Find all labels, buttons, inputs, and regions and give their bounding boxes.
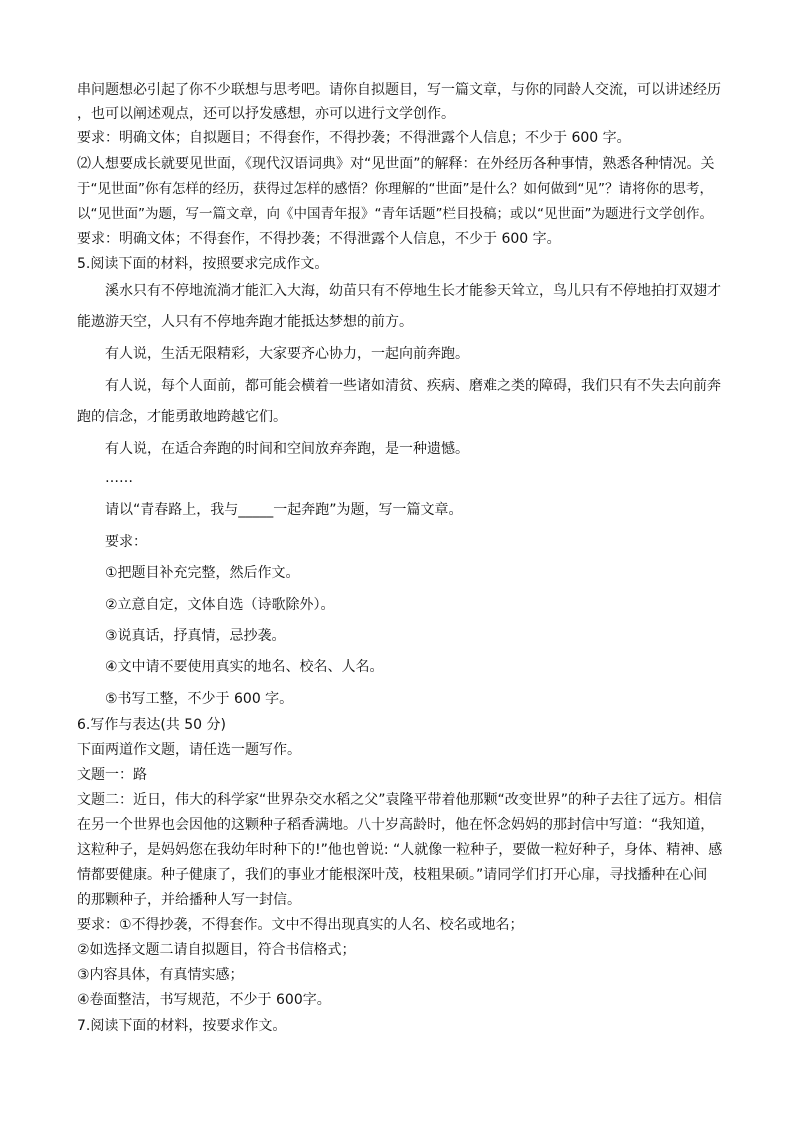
text-line: 要求：①不得抄袭，不得套作。文中不得出现真实的人名、校名或地名； (77, 917, 524, 933)
text-line: 这粒种子，是妈妈您在我幼年时种下的!”他也曾说: “人就像一粒种子，要做一粒好种子，身体、精神、感 (77, 842, 723, 858)
text-line: 在另一个世界也会因他的这颗种子稻香满地。八十岁高龄时，他在怀念妈妈的那封信中写道：“我知道， (77, 817, 715, 833)
text-line: 请以“青春路上，我与_____一起奔跑”为题，写一篇文章。 (105, 502, 463, 518)
text-line: 以“见世面”为题，写一篇文章，向《中国青年报》“青年话题”栏目投稿；或以“见世面”为题进行文学创作。 (77, 206, 713, 222)
text-line: 有人说，每个人面前，都可能会横着一些诸如清贫、疾病、磨难之类的障碍，我们只有不失去向前奔 (105, 378, 721, 394)
text-line: 串问题想必引起了你不少联想与思考吧。请你自拟题目，写一篇文章，与你的同龄人交流，可以讲述经历 (77, 82, 721, 98)
text-line: 跑的信念，才能勇敢地跨越它们。 (77, 409, 287, 425)
text-line: 文题一：路 (77, 767, 147, 783)
text-line: 7.阅读下面的材料，按要求作文。 (77, 1018, 287, 1034)
text-line: 5.阅读下面的材料，按照要求完成作文。 (77, 256, 329, 272)
text-line: 的那颗种子，并给播种人写一封信。 (77, 892, 301, 908)
text-line: ②如选择文题二请自拟题目，符合书信格式； (77, 942, 356, 958)
text-line: 要求： (105, 534, 147, 550)
text-line: ⑤书写工整，不少于 600 字。 (105, 691, 294, 707)
text-line: …… (105, 470, 133, 486)
text-line: ③内容具体，有真情实感； (77, 967, 244, 983)
text-line: 要求：明确文体；不得套作，不得抄袭；不得泄露个人信息，不少于 600 字。 (77, 231, 561, 247)
text-line: 有人说，在适合奔跑的时间和空间放弃奔跑，是一种遗憾。 (105, 441, 469, 457)
text-line: 情都要健康。种子健康了，我们的事业才能根深叶茂，枝粗果硕。”请同学们打开心扉，寻找播种在心间 (77, 867, 708, 883)
text-line: 6.写作与表达(共 50 分) (77, 717, 226, 733)
text-line: 下面两道作文题，请任选一题写作。 (77, 742, 301, 758)
text-line: 于“见世面”你有怎样的经历，获得过怎样的感悟？你理解的“世面”是什么？如何做到“见”？请将你的思考， (77, 181, 713, 197)
text-line: ，也可以阐述观点，还可以抒发感想，亦可以进行文学创作。 (77, 106, 455, 122)
text-line: 要求：明确文体；自拟题目；不得套作，不得抄袭；不得泄露个人信息；不少于 600 字。 (77, 130, 631, 146)
text-line: ②立意自定，文体自选（诗歌除外）。 (105, 597, 335, 613)
text-line: 能遨游天空，人只有不停地奔跑才能抵达梦想的前方。 (77, 314, 413, 330)
text-line: ④文中请不要使用真实的地名、校名、人名。 (105, 659, 384, 675)
text-line: 文题二：近日，伟大的科学家“世界杂交水稻之父”袁隆平带着他那颗“改变世界”的种子去往了远方。相信 (77, 792, 723, 808)
text-line: ⑵人想要成长就要见世面，《现代汉语词典》对“见世面”的解释：在外经历各种事情，熟悉各种情况。关 (77, 156, 715, 172)
text-line: 溪水只有不停地流淌才能汇入大海，幼苗只有不停地生长才能参天耸立，鸟儿只有不停地拍打双翅才 (105, 283, 721, 299)
text-line: ③说真话，抒真情，忌抄袭。 (105, 628, 286, 644)
text-line: ①把题目补充完整，然后作文。 (105, 565, 300, 581)
text-line: ④卷面整洁，书写规范，不少于 600字。 (77, 992, 331, 1008)
text-line: 有人说，生活无限精彩，大家要齐心协力，一起向前奔跑。 (105, 346, 469, 362)
